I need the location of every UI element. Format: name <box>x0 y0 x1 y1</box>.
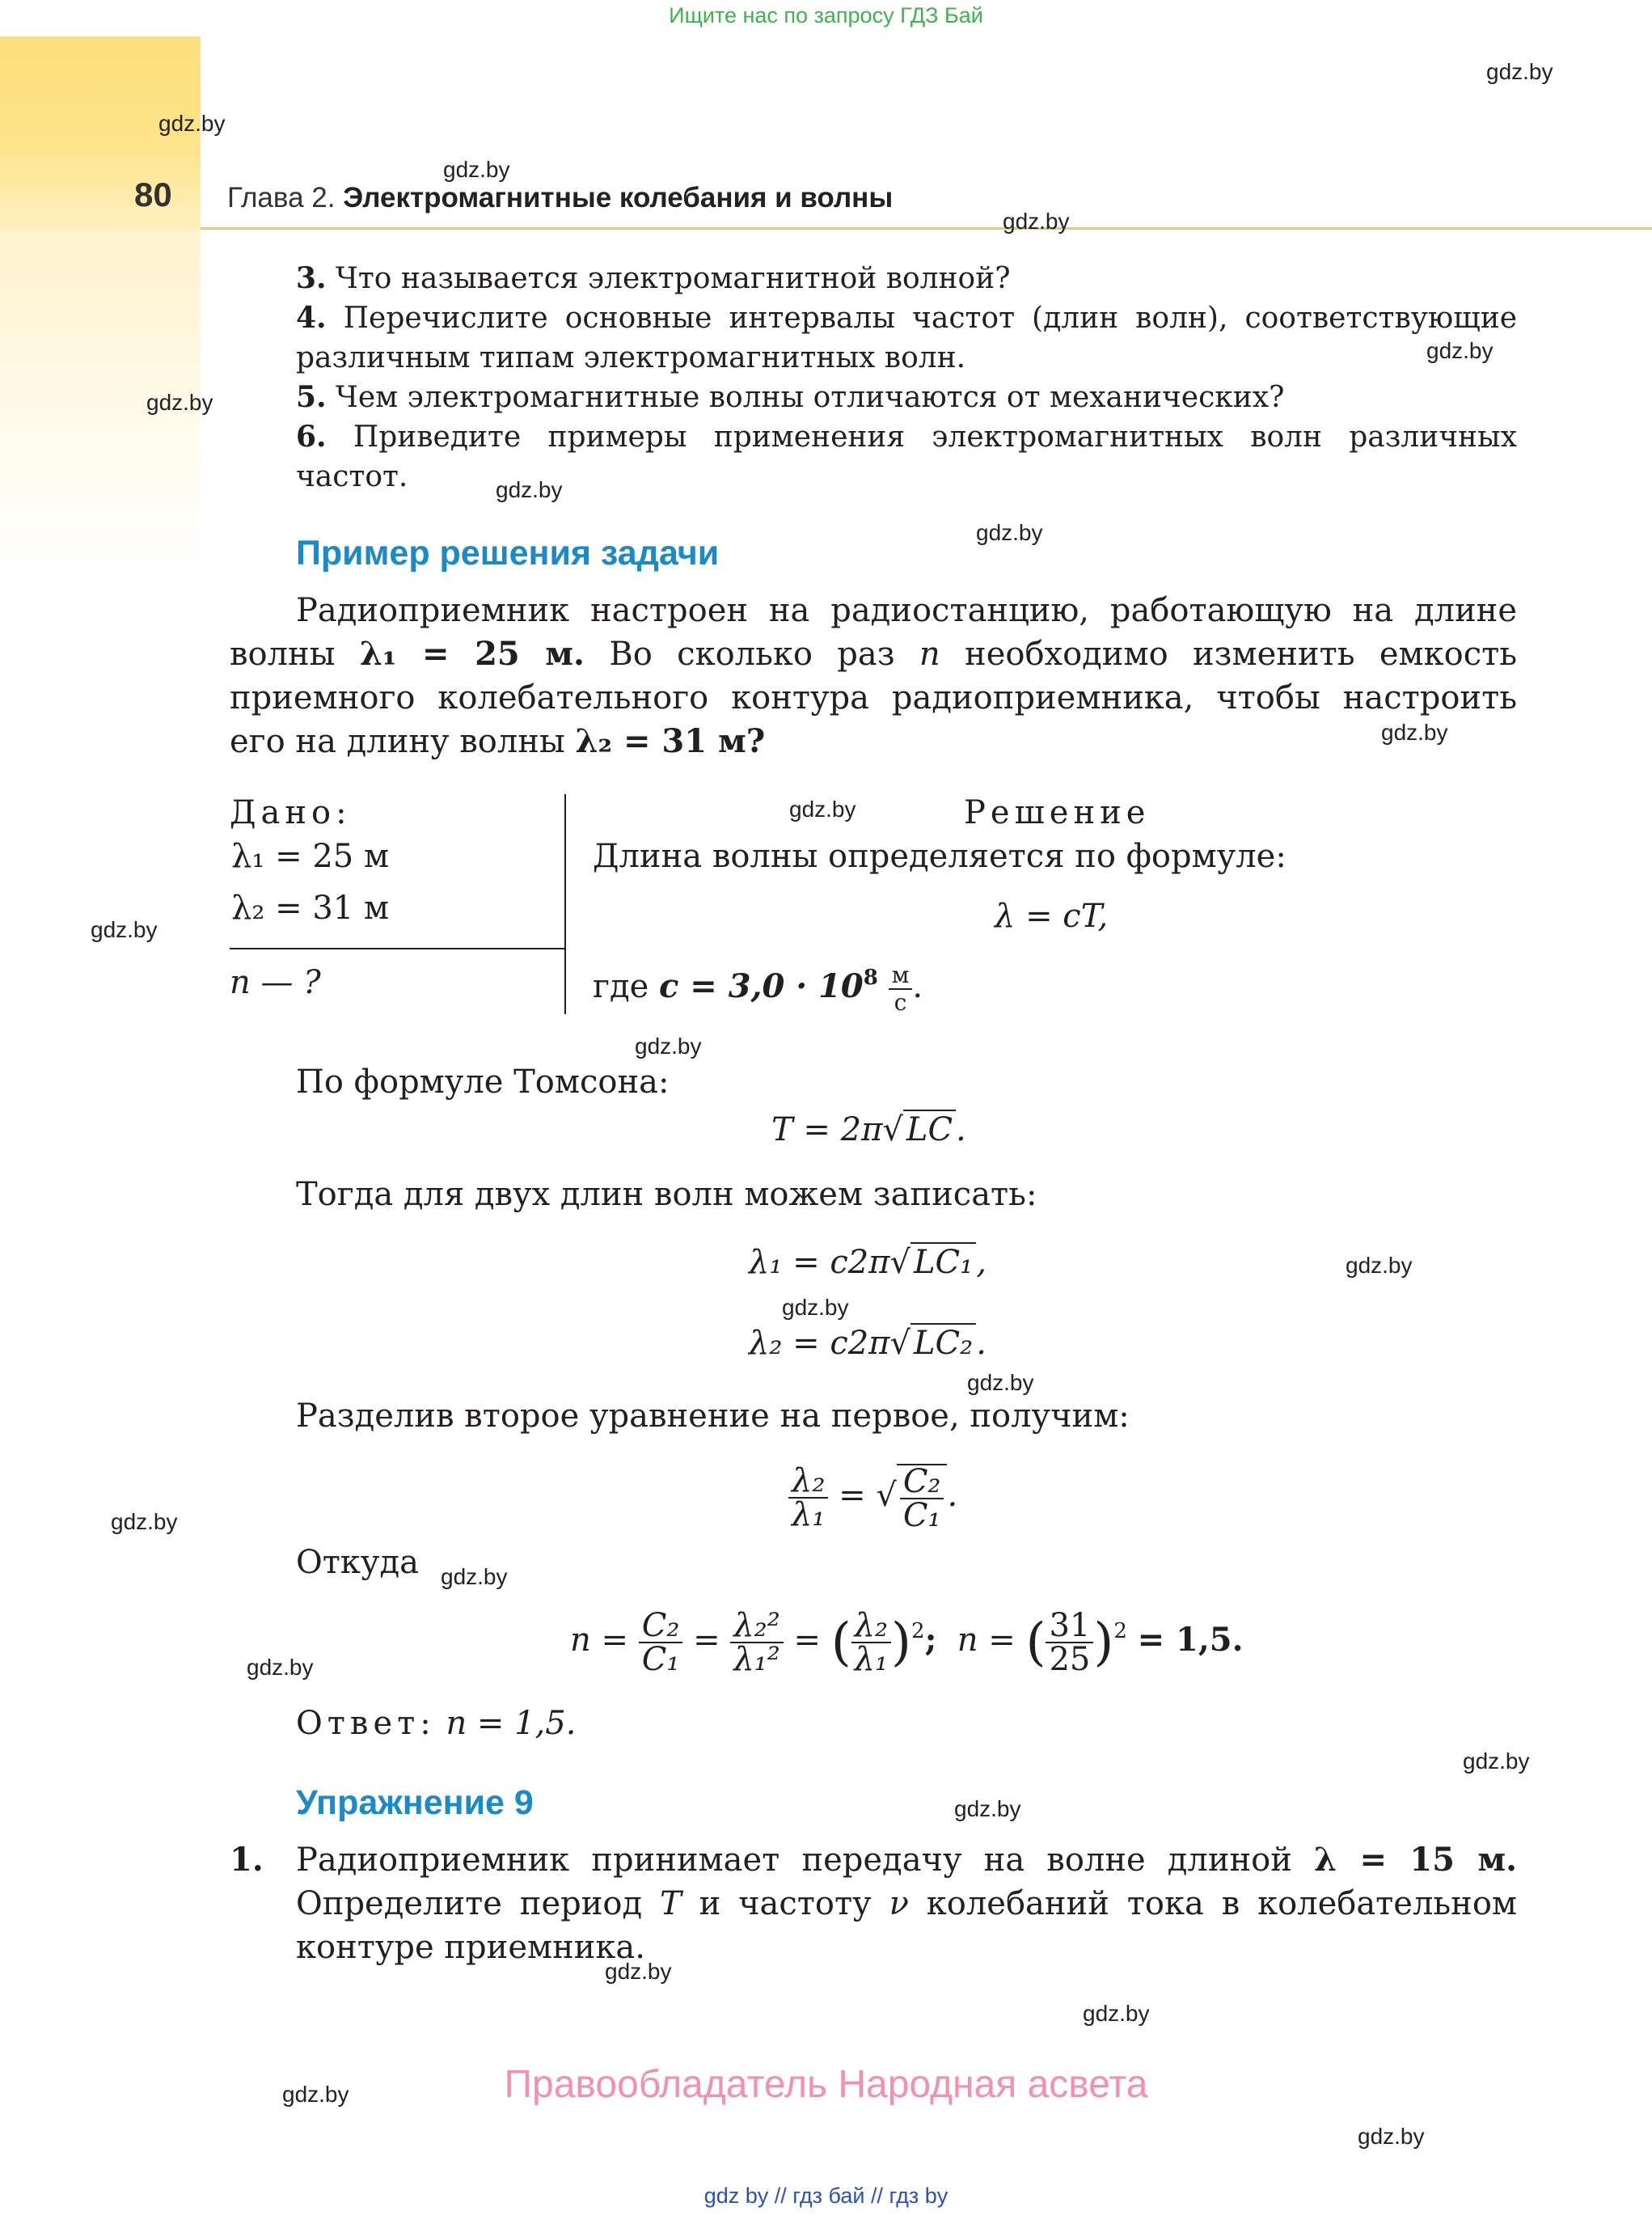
thomson-text: По формуле Томсона: <box>296 1063 670 1101</box>
copyright-notice: Правообладатель Народная асвета <box>504 2063 1148 2106</box>
watermark: gdz.by <box>111 1509 178 1534</box>
thomson-root: LC <box>903 1110 956 1148</box>
question-text: Что называется электромагнитной волной? <box>336 262 1011 295</box>
c-unit-num: м <box>889 962 913 990</box>
footer-links[interactable]: gdz by // гдз бай // гдз by <box>703 2184 949 2208</box>
header-rule <box>201 227 1652 230</box>
n-result: = 1,5. <box>1137 1621 1244 1659</box>
speed-of-light <box>593 962 923 1016</box>
question-text: Перечислите основные интервалы частот (длин волн), соответствующие различным типам электромагнитных волн. <box>296 302 1517 374</box>
chapter-title: Электромагнитные колебания и волны <box>343 182 894 214</box>
n-symbol: n <box>919 636 940 673</box>
c-exponent: 8 <box>863 966 878 990</box>
n-symbol: n <box>570 1621 591 1659</box>
question-number: 3. <box>296 261 327 295</box>
given-vertical-rule <box>564 794 566 1014</box>
c-unit-den: с <box>894 989 907 1016</box>
exercise-text: колебаний тока в колебательном контуре приемника. <box>296 1885 1518 1966</box>
sqrt-sign: √ <box>889 1325 911 1362</box>
num-25: 25 <box>1049 1641 1091 1678</box>
then-text: Тогда для двух длин волн можем записать: <box>296 1176 1037 1213</box>
ratio-root-fraction <box>897 1464 948 1532</box>
eq1-root: LC₁ <box>911 1242 976 1281</box>
sqrt-sign: √ <box>889 1244 911 1281</box>
example-heading: Пример решения задачи <box>296 534 720 573</box>
question-3 <box>296 259 1517 298</box>
exercise-heading: Упражнение 9 <box>296 1783 534 1822</box>
problem-text: Во сколько раз <box>609 636 895 673</box>
ratio-num: λ₂ <box>788 1465 828 1499</box>
lambda-ratio <box>851 1609 891 1676</box>
watermark: gdz.by <box>247 1655 314 1680</box>
question-text: Чем электромагнитные волны отличаются от механических? <box>336 381 1285 414</box>
thomson-left: T = 2π <box>771 1111 883 1148</box>
c-value: c = 3,0 · 10 <box>658 967 864 1005</box>
exercise-nu: ν <box>889 1885 909 1922</box>
watermark: gdz.by <box>1358 2124 1425 2149</box>
question-number: 5. <box>296 380 327 414</box>
where-word: где <box>593 968 649 1005</box>
given-label: Дано: <box>230 794 352 831</box>
watermark: gdz.by <box>91 917 158 942</box>
period: . <box>912 968 923 1005</box>
given-divider <box>230 948 566 949</box>
chapter-prefix: Глава 2. <box>227 182 336 214</box>
question-4 <box>296 298 1517 378</box>
c1: C₁ <box>641 1641 680 1678</box>
watermark: gdz.by <box>954 1796 1021 1821</box>
exercise-text: Радиоприемник принимает передачу на волне длиной <box>296 1841 1292 1879</box>
ratio-fraction <box>788 1462 828 1533</box>
watermark: gdz.by <box>967 1370 1034 1395</box>
sqrt-sign: √ <box>882 1111 903 1148</box>
exercise-item-text <box>296 1838 1517 1969</box>
problem-text: Радиоприемник настроен на радиостанцию, работающую на длине волны <box>230 592 1517 673</box>
top-banner[interactable]: Ищите нас по запросу ГДЗ Бай <box>669 3 983 27</box>
equation-2: λ₂ = c2π√ LC₂ . <box>749 1325 987 1362</box>
equation-1: λ₁ = c2π√ LC₁ , <box>749 1244 987 1281</box>
exercise-text: Определите период <box>296 1885 643 1922</box>
question-6 <box>296 417 1517 497</box>
watermark: gdz.by <box>976 520 1043 545</box>
watermark: gdz.by <box>1083 2001 1150 2026</box>
answer <box>296 1702 576 1745</box>
watermark: gdz.by <box>158 111 226 136</box>
num-31: 31 <box>1046 1609 1093 1643</box>
watermark: gdz.by <box>635 1034 702 1059</box>
question-text: Приведите примеры применения электромагнитных волн различных частот. <box>296 421 1517 493</box>
divide-text: Разделив второе уравнение на первое, получим: <box>296 1397 1130 1435</box>
find-n: n — ? <box>230 964 321 1001</box>
exercise-T: T <box>659 1885 682 1922</box>
lambda-sq-ratio <box>730 1609 783 1676</box>
question-5 <box>296 378 1517 417</box>
watermark: gdz.by <box>1346 1253 1413 1278</box>
exercise-text: и частоту <box>699 1885 872 1922</box>
thomson-formula: T = 2π√ LC . <box>771 1111 966 1148</box>
eq1-left: λ₁ = c2π <box>749 1244 890 1281</box>
lambda1: λ₁ <box>854 1641 889 1678</box>
question-number: 4. <box>296 301 327 335</box>
exercise-lambda: λ = 15 м. <box>1314 1841 1517 1879</box>
ratio-root-num: C₂ <box>900 1465 944 1499</box>
exercise-item-number: 1. <box>230 1841 264 1879</box>
watermark: gdz.by <box>605 1959 672 1984</box>
watermark: gdz.by <box>1003 209 1070 234</box>
page-number: 80 <box>134 175 172 214</box>
watermark: gdz.by <box>1381 720 1448 745</box>
watermark: gdz.by <box>443 157 510 182</box>
c-unit-fraction <box>889 962 913 1016</box>
n-symbol: n <box>957 1621 978 1659</box>
ratio-formula: $\frac{\text{λ₂}}{\text{λ₁}}$ = √ $\frac{\text{C₂}}{\text{C₁}}$ . <box>788 1464 957 1532</box>
watermark: gdz.by <box>496 477 563 502</box>
ratio-den: λ₁ <box>792 1496 826 1533</box>
c2: C₂ <box>639 1609 683 1643</box>
answer-value: n = 1,5. <box>446 1705 577 1742</box>
watermark: gdz.by <box>1463 1748 1530 1774</box>
watermark: gdz.by <box>1426 338 1494 363</box>
lambda2: λ₂ <box>851 1609 891 1643</box>
eq2-left: λ₂ = c2π <box>749 1325 890 1362</box>
eq2-root: LC₂ <box>911 1323 976 1362</box>
watermark: gdz.by <box>441 1564 508 1589</box>
given-lambda1: λ₁ = 25 м <box>231 838 390 875</box>
lambda1-sq: λ₁² <box>733 1641 780 1678</box>
chapter-header <box>227 182 893 214</box>
problem-statement <box>230 589 1517 763</box>
watermark: gdz.by <box>789 797 856 822</box>
solution-label: Решение <box>964 794 1151 831</box>
capacitance-ratio <box>639 1609 683 1676</box>
given-lambda2: λ₂ = 31 м <box>231 890 390 927</box>
numeric-ratio <box>1046 1609 1093 1676</box>
problem-text: необходимо изменить емкость приемного колебательного контура радиоприемника, чтобы настроить его на длину волны <box>230 636 1518 760</box>
watermark: gdz.by <box>146 390 213 415</box>
watermark: gdz.by <box>1486 59 1553 84</box>
ratio-root-den: C₁ <box>902 1497 941 1534</box>
whence-text: Откуда <box>296 1544 419 1581</box>
lambda1-value: λ₁ = 25 м. <box>359 635 585 673</box>
lambda2-value: λ₂ = 31 м? <box>575 722 766 760</box>
watermark: gdz.by <box>282 2082 349 2107</box>
lambda2-sq: λ₂² <box>730 1609 783 1643</box>
formula-lambda-ct: λ = cT, <box>995 898 1109 935</box>
solution-text: Длина волны определяется по формуле: <box>593 838 1287 875</box>
n-formula: n = $\frac{\text{C₂}}{\text{C₁}}$ = $\frac{\text{λ₂²}}{\text{λ₁²}}$ = ( $\frac{\text{λ₂}}{\text{λ₁}}$ )$^2$; n = ( $\frac{31}{25}$ )$^2$ = 1,5. <box>570 1607 1244 1678</box>
watermark: gdz.by <box>782 1295 849 1320</box>
answer-label: Ответ: <box>296 1705 436 1742</box>
question-number: 6. <box>296 420 327 454</box>
